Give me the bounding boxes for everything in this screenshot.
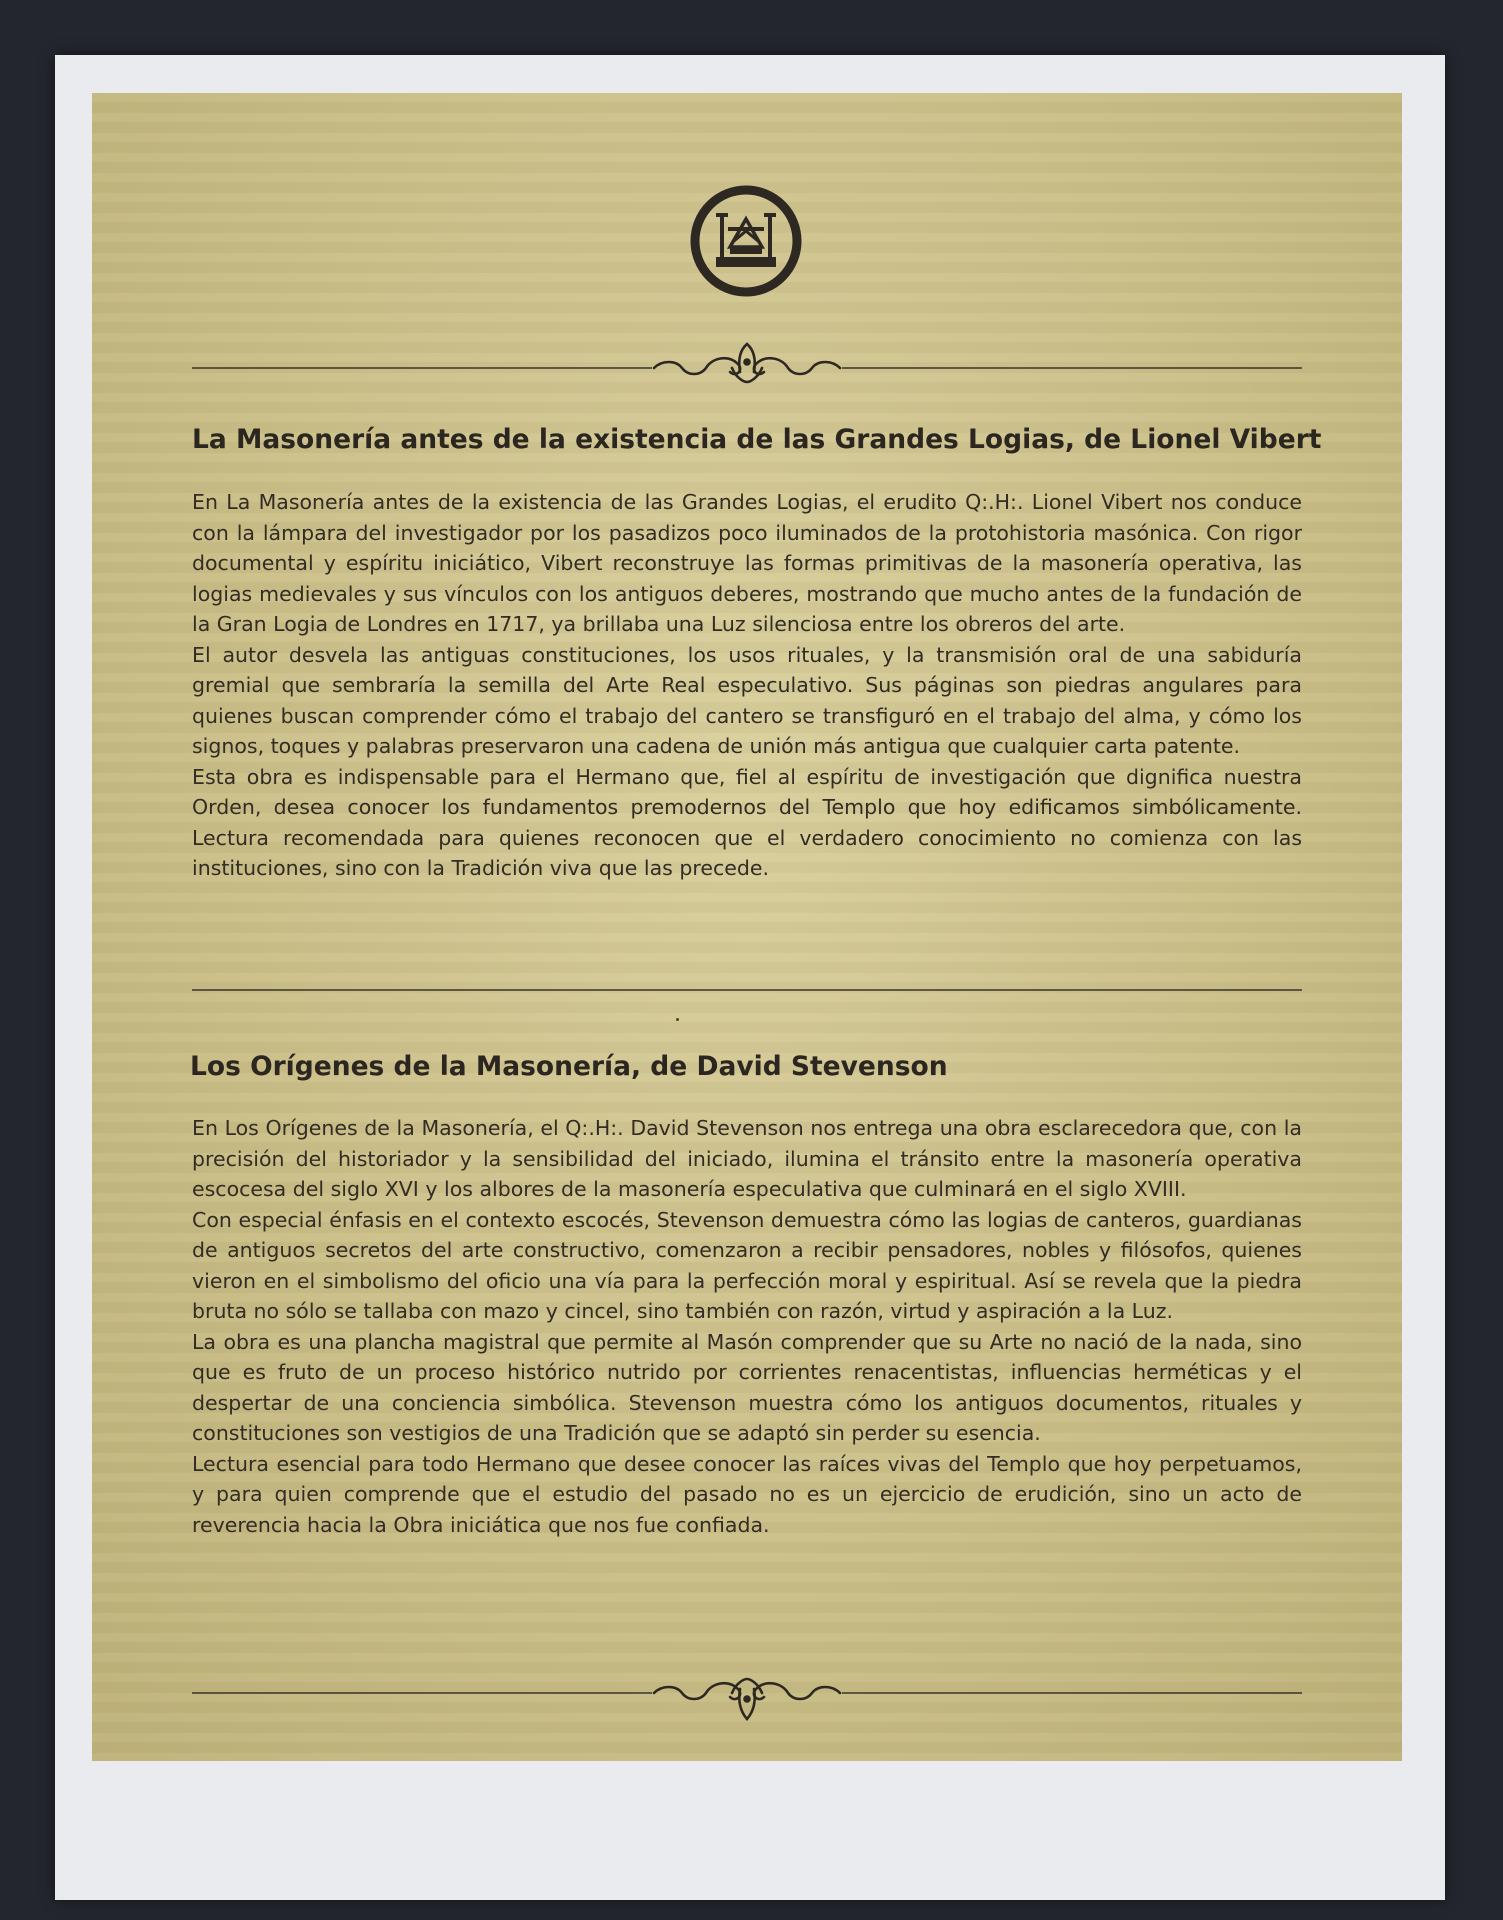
flourish-ornament-icon bbox=[192, 1665, 1302, 1725]
paragraph: La obra es una plancha magistral que permite al Masón comprender que su Arte no nació de la nada, sino que es fruto de un proceso histórico nutrido por corrientes renacentistas, influencias herméticas y el despertar de una conciencia simbólica. Stevenson muestra cómo los antiguos documentos, rituales y constituciones son vestigios de una Tradición que se adaptó sin perder su esencia. bbox=[192, 1329, 1302, 1445]
paragraph: El autor desvela las antiguas constituciones, los usos rituales, y la transmisión oral de una sabiduría gremial que sembraría la semilla del Arte Real especulativo. Sus páginas son piedras angulares para quienes buscan comprender cómo el trabajo del cantero se transfiguró en el trabajo del alma, y cómo los signos, toques y palabras preservaron una cadena de unión más antigua que cualquier carta patente. bbox=[192, 642, 1302, 758]
paragraph: Con especial énfasis en el contexto escocés, Stevenson demuestra cómo las logias de canteros, guardianas de antiguos secretos del arte constructivo, comenzaron a recibir pensadores, nobles y filósofos, quienes vieron en el simbolismo del oficio una vía para la perfección moral y espiritual. Así se revela que la piedra bruta no sólo se tallaba con mazo y cincel, sino también con razón, virtud y aspiración a la Luz. bbox=[192, 1207, 1302, 1323]
section-title: La Masonería antes de la existencia de las Grandes Logias, de Lionel Vibert bbox=[192, 424, 1322, 455]
section-divider bbox=[192, 970, 1302, 1010]
paper-speck bbox=[676, 1018, 679, 1021]
paragraph: En Los Orígenes de la Masonería, el Q:.H:. David Stevenson nos entrega una obra esclarecedora que, con la precisión del historiador y la sensibilidad del iniciado, ilumina el tránsito entre la masonería operativa escocesa del siglo XVI y los albores de la masonería especulativa que culminará en el siglo XVIII. bbox=[192, 1116, 1302, 1201]
paragraph: Esta obra es indispensable para el Hermano que, fiel al espíritu de investigación que dignifica nuestra Orden, desea conocer los fundamentos premodernos del Templo que hoy edificamos simbólicamente. Lectura recomendada para quienes reconocen que el verdadero conocimiento no comienza con las instituciones, sino con la Tradición viva que las precede. bbox=[192, 764, 1302, 880]
section-body bbox=[192, 1113, 1302, 1540]
section-title: Los Orígenes de la Masonería, de David Stevenson bbox=[190, 1051, 948, 1082]
masonic-emblem-icon bbox=[690, 185, 802, 297]
flourish-ornament-icon bbox=[192, 338, 1302, 398]
section-body bbox=[192, 487, 1302, 884]
paragraph: Lectura esencial para todo Hermano que desee conocer las raíces vivas del Templo que hoy perpetuamos, y para quien comprende que el estudio del pasado no es un ejercicio de erudición, sino un acto de reverencia hacia la Obra iniciática que nos fue confiada. bbox=[192, 1451, 1302, 1537]
paragraph: En La Masonería antes de la existencia de las Grandes Logias, el erudito Q:.H:. Lionel Vibert nos conduce con la lámpara del investigador por los pasadizos poco iluminados de la protohistoria masónica. Con rigor documental y espíritu iniciático, Vibert reconstruye las formas primitivas de la masonería operativa, las logias medievales y sus vínculos con los antiguos deberes, mostrando que mucho antes de la fundación de la Gran Logia de Londres en 1717, ya brillaba una Luz silenciosa entre los obreros del arte. bbox=[192, 490, 1302, 636]
